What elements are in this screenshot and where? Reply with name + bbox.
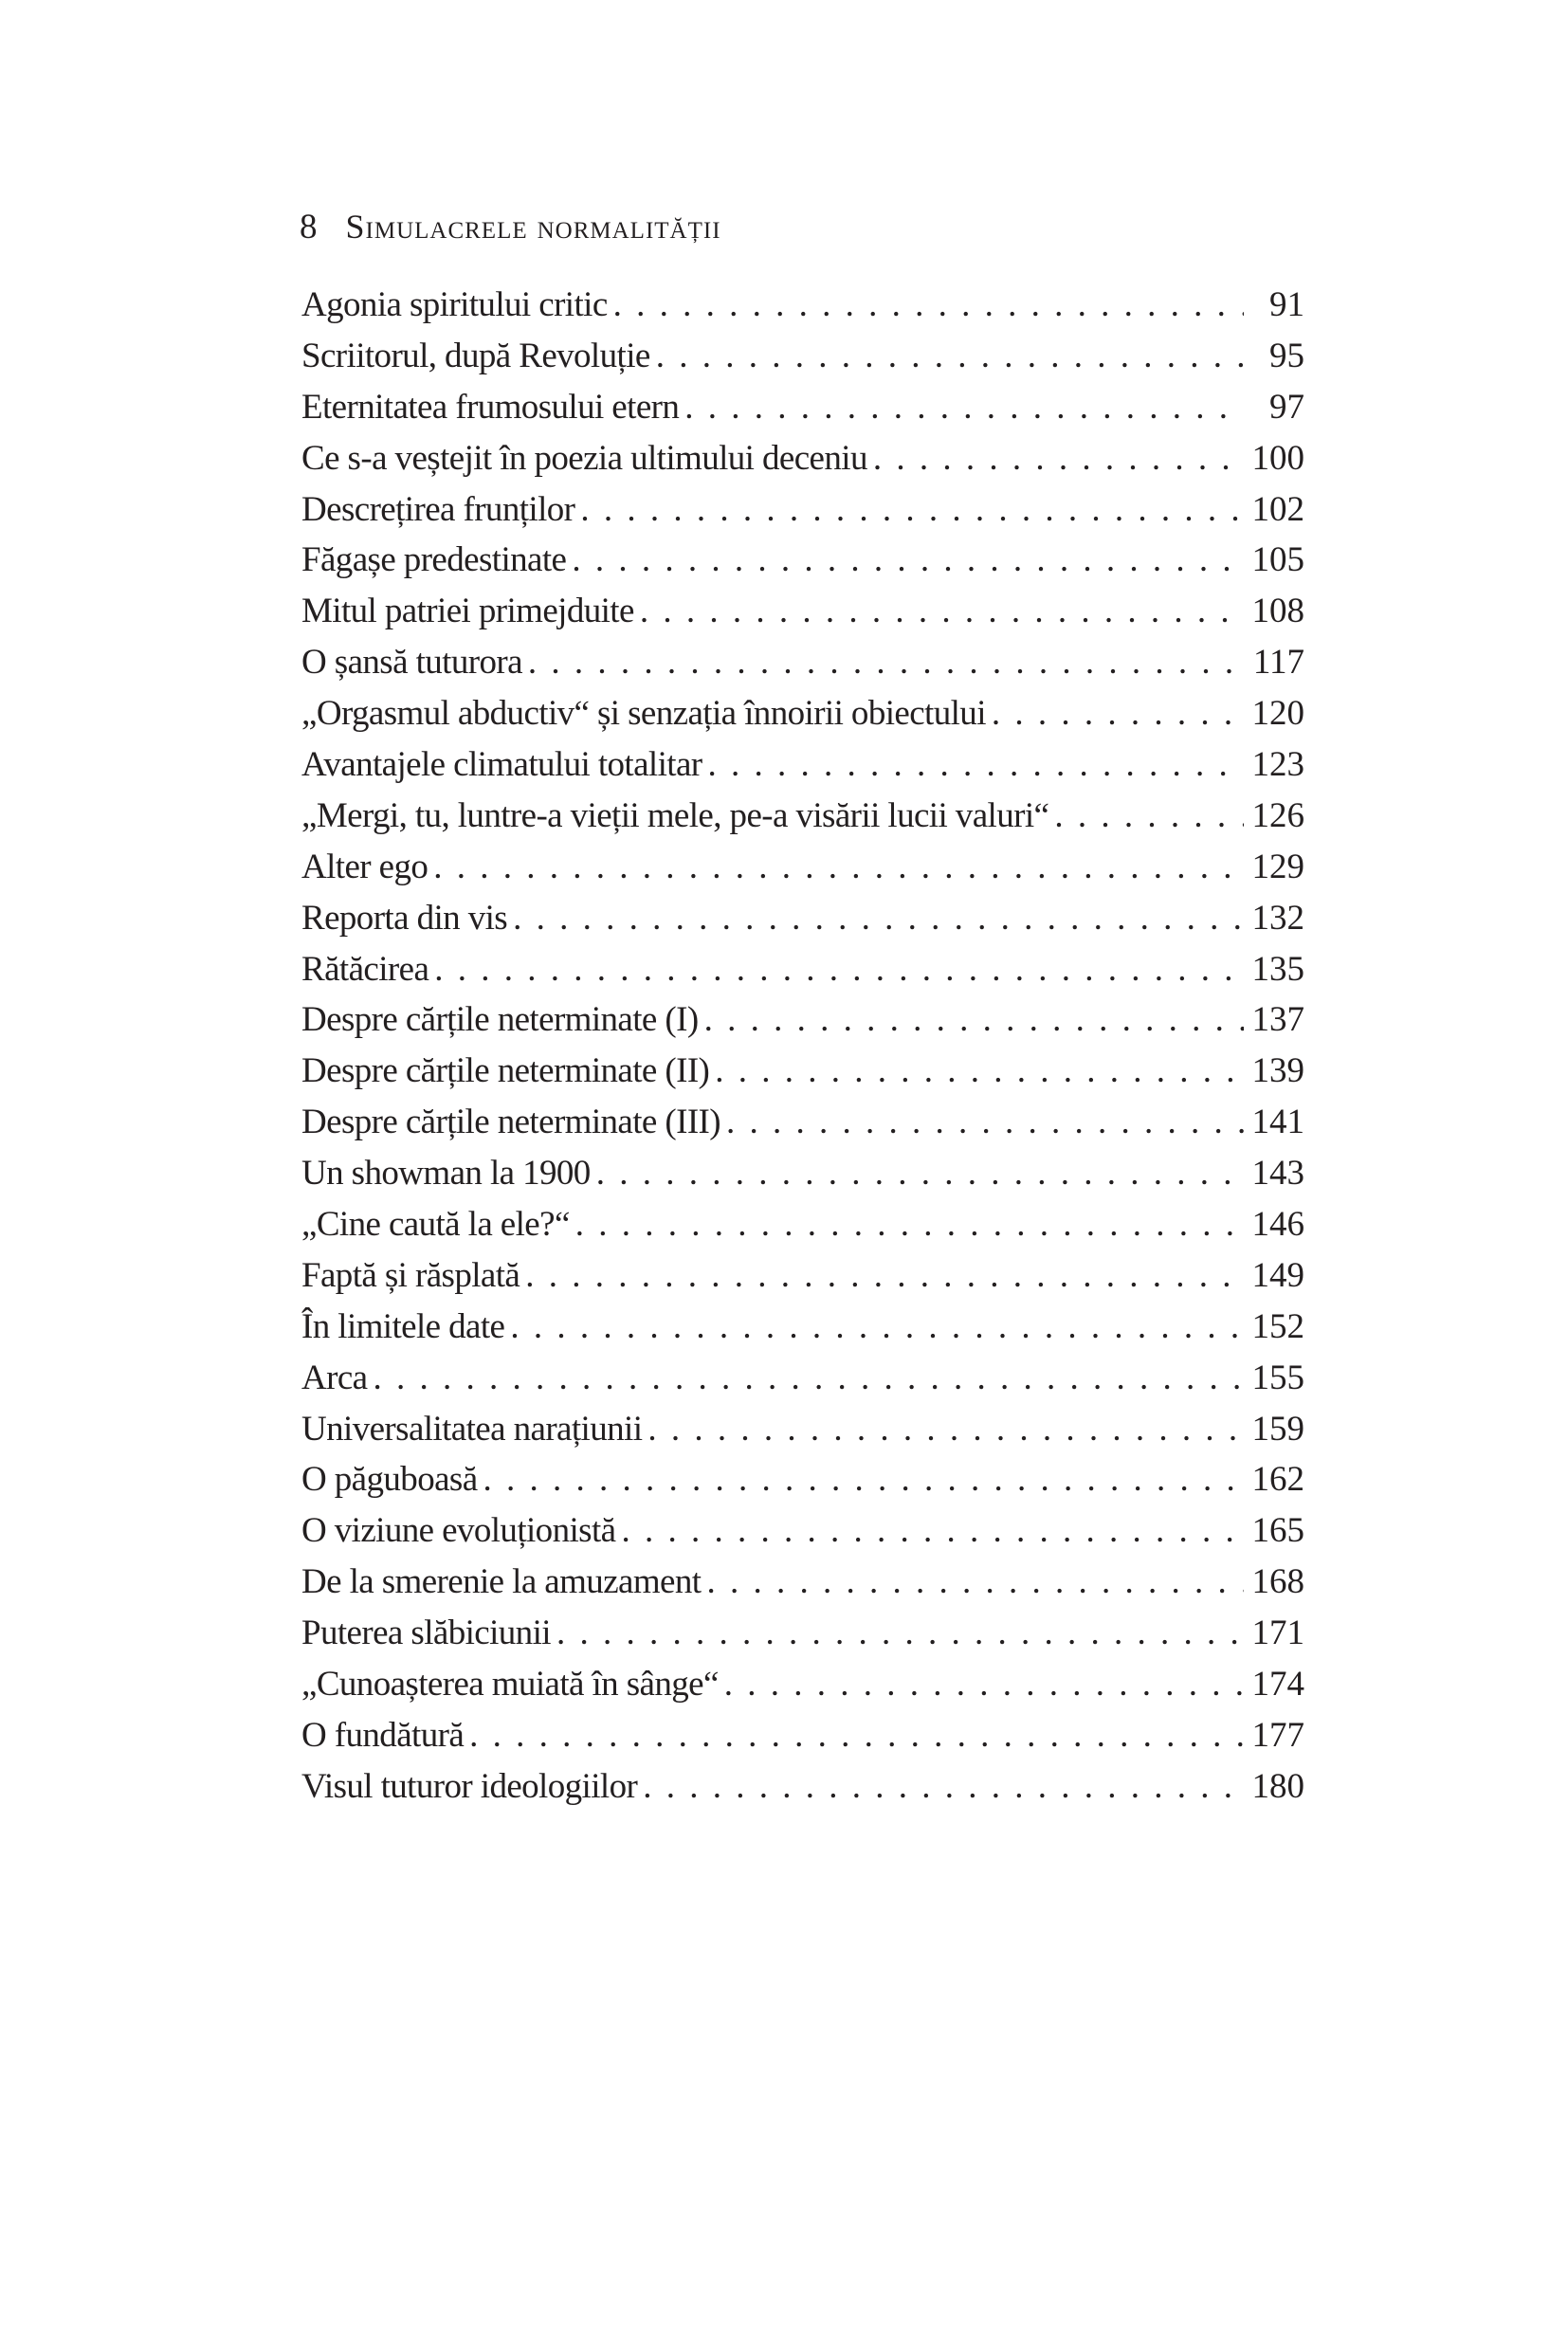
leader-dots [434, 949, 1244, 990]
toc-entry-page: 177 [1251, 1715, 1304, 1755]
toc-entry [301, 1306, 1304, 1358]
leader-dots [992, 693, 1244, 734]
toc-entry [301, 642, 1304, 693]
table-of-contents [301, 284, 1304, 1817]
leader-dots [715, 1050, 1244, 1091]
toc-entry [301, 1050, 1304, 1102]
leader-dots [572, 539, 1244, 580]
toc-entry-title: „Mergi, tu, luntre-a vieții mele, pe-a visării lucii valuri“ [301, 795, 1049, 835]
toc-entry-page: 120 [1251, 694, 1304, 734]
toc-entry [301, 1102, 1304, 1153]
toc-entry-page: 129 [1251, 847, 1304, 886]
toc-entry-title: Făgașe predestinate [301, 540, 567, 580]
leader-dots [684, 387, 1244, 428]
toc-entry [301, 1459, 1304, 1510]
toc-entry-title: Despre cărțile neterminate (II) [301, 1051, 710, 1091]
leader-dots [513, 898, 1244, 939]
toc-entry [301, 898, 1304, 949]
toc-entry-title: De la smerenie la amuzament [301, 1562, 702, 1602]
toc-entry [301, 1613, 1304, 1664]
toc-entry [301, 1358, 1304, 1409]
toc-entry [301, 1510, 1304, 1561]
toc-entry-page: 143 [1251, 1154, 1304, 1194]
toc-entry [301, 1715, 1304, 1766]
leader-dots [510, 1306, 1244, 1347]
toc-entry-title: „Cunoașterea muiată în sânge“ [301, 1665, 719, 1705]
toc-entry [301, 949, 1304, 1000]
leader-dots [873, 438, 1244, 479]
page-number: 8 [300, 208, 318, 246]
toc-entry [301, 284, 1304, 336]
toc-entry-page: 174 [1251, 1665, 1304, 1705]
toc-entry-title: Despre cărțile neterminate (III) [301, 1103, 720, 1142]
toc-entry-page: 155 [1251, 1358, 1304, 1397]
toc-entry-title: Despre cărțile neterminate (I) [301, 1000, 699, 1040]
toc-entry-title: „Orgasmul abductiv“ și senzația înnoirii obiectului [301, 694, 986, 734]
leader-dots [580, 489, 1244, 530]
toc-entry-title: O viziune evoluționistă [301, 1511, 616, 1551]
toc-entry-page: 180 [1251, 1766, 1304, 1806]
toc-entry [301, 1204, 1304, 1255]
toc-entry-title: Descrețirea frunților [301, 489, 575, 529]
toc-entry-page: 126 [1251, 795, 1304, 835]
toc-entry-page: 135 [1251, 949, 1304, 989]
toc-entry-page: 132 [1251, 898, 1304, 938]
toc-entry-page: 97 [1269, 387, 1304, 427]
toc-entry [301, 847, 1304, 898]
toc-entry-page: 171 [1251, 1614, 1304, 1653]
toc-entry [301, 693, 1304, 744]
toc-entry-title: O șansă tuturora [301, 643, 522, 683]
toc-entry-title: Faptă și răsplată [301, 1255, 520, 1295]
toc-entry-page: 165 [1251, 1511, 1304, 1551]
leader-dots [469, 1715, 1244, 1756]
leader-dots [706, 1561, 1244, 1602]
leader-dots [596, 1153, 1244, 1194]
toc-entry [301, 438, 1304, 489]
leader-dots [613, 284, 1244, 325]
toc-entry-page: 108 [1251, 592, 1304, 631]
toc-entry-title: O păguboasă [301, 1460, 478, 1500]
toc-entry [301, 336, 1304, 387]
toc-entry-title: Agonia spiritului critic [301, 285, 608, 324]
toc-entry-page: 137 [1251, 1000, 1304, 1040]
leader-dots [621, 1510, 1244, 1551]
toc-entry-title: „Cine caută la ele?“ [301, 1205, 570, 1245]
toc-entry-page: 159 [1251, 1409, 1304, 1449]
leader-dots [433, 847, 1244, 887]
toc-entry-page: 162 [1251, 1460, 1304, 1500]
toc-entry-page: 123 [1251, 745, 1304, 785]
leader-dots [656, 336, 1244, 376]
toc-entry-title: Un showman la 1900 [301, 1154, 591, 1194]
toc-entry-page: 105 [1251, 540, 1304, 580]
leader-dots [643, 1766, 1244, 1807]
toc-entry [301, 489, 1304, 540]
toc-entry-title: Visul tuturor ideologiilor [301, 1766, 638, 1806]
toc-entry-page: 117 [1252, 643, 1304, 683]
toc-entry-title: Ce s-a veștejit în poezia ultimului deceniu [301, 438, 867, 478]
leader-dots [704, 999, 1244, 1040]
toc-entry-page: 139 [1251, 1051, 1304, 1091]
leader-dots [483, 1459, 1244, 1500]
running-header [300, 207, 721, 247]
toc-entry-title: Puterea slăbiciunii [301, 1614, 551, 1653]
toc-entry-page: 100 [1251, 438, 1304, 478]
toc-entry [301, 1409, 1304, 1460]
leader-dots [1054, 795, 1244, 836]
leader-dots [708, 744, 1245, 785]
toc-entry-title: În limitele date [301, 1306, 505, 1346]
toc-entry-page: 102 [1251, 489, 1304, 529]
toc-entry-page: 168 [1251, 1562, 1304, 1602]
toc-entry-title: Scriitorul, după Revoluție [301, 336, 650, 375]
leader-dots [724, 1664, 1244, 1705]
toc-entry-title: Rătăcirea [301, 949, 429, 989]
toc-entry-title: Arca [301, 1358, 368, 1397]
leader-dots [726, 1102, 1244, 1142]
leader-dots [556, 1613, 1244, 1653]
toc-entry-title: O fundătură [301, 1715, 465, 1755]
toc-entry [301, 1766, 1304, 1817]
toc-entry-title: Eternitatea frumosului etern [301, 387, 680, 427]
leader-dots [575, 1204, 1244, 1245]
toc-entry [301, 1664, 1304, 1715]
toc-entry [301, 387, 1304, 438]
leader-dots [647, 1409, 1244, 1449]
running-title: Simulacrele normalității [345, 208, 721, 246]
leader-dots [374, 1358, 1245, 1398]
toc-entry-page: 152 [1251, 1306, 1304, 1346]
leader-dots [640, 591, 1244, 631]
toc-entry [301, 1153, 1304, 1204]
toc-entry-title: Mitul patriei primejduite [301, 592, 634, 631]
toc-entry [301, 539, 1304, 591]
toc-entry-title: Alter ego [301, 847, 428, 886]
toc-entry-page: 149 [1251, 1255, 1304, 1295]
leader-dots [525, 1255, 1244, 1296]
toc-entry-title: Avantajele climatului totalitar [301, 745, 702, 785]
toc-entry-page: 95 [1269, 336, 1304, 375]
toc-entry [301, 999, 1304, 1050]
toc-entry [301, 591, 1304, 642]
toc-entry-page: 141 [1251, 1103, 1304, 1142]
toc-entry-page: 146 [1251, 1205, 1304, 1245]
toc-entry-title: Universalitatea narațiunii [301, 1409, 643, 1449]
toc-entry-page: 91 [1269, 285, 1304, 324]
toc-entry-title: Reporta din vis [301, 898, 508, 938]
leader-dots [528, 642, 1244, 683]
toc-entry [301, 1561, 1304, 1613]
toc-entry [301, 744, 1304, 795]
toc-entry [301, 795, 1304, 847]
toc-entry [301, 1255, 1304, 1306]
